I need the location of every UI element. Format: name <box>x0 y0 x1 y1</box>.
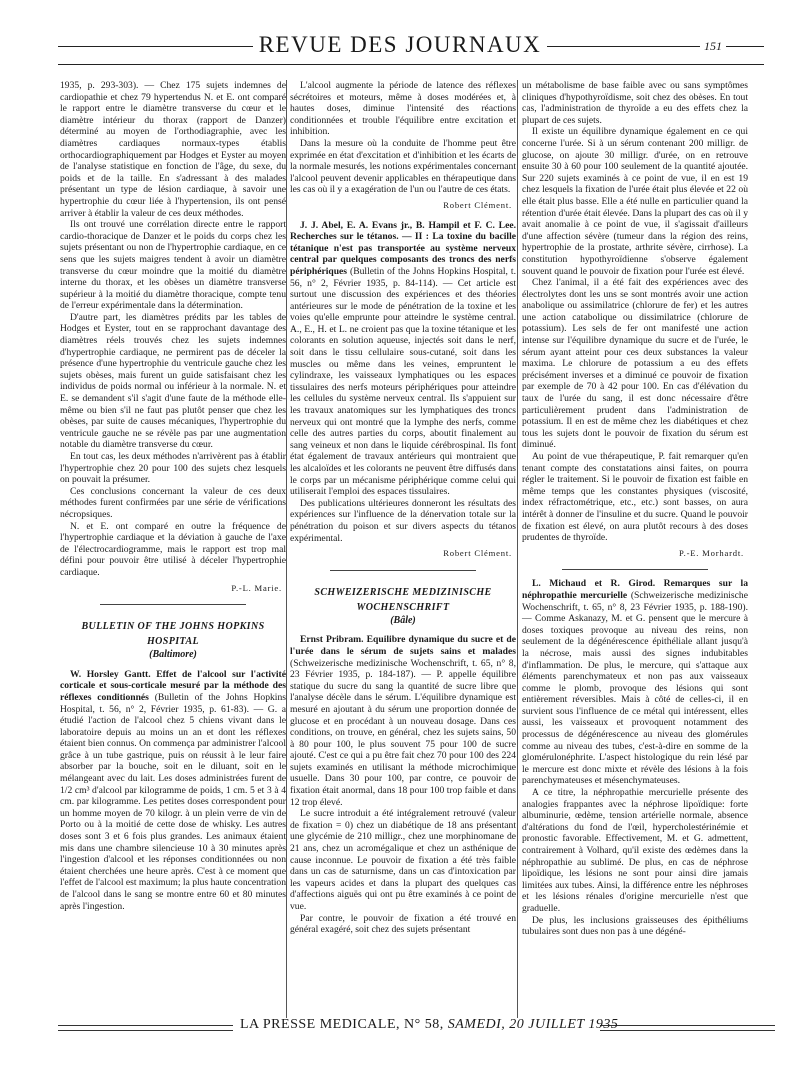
article-abstract <box>522 578 748 787</box>
paragraph: un métabolisme de base faible avec ou sans symptômes cliniques d'hypothyroïdisme, soit chez des obèses. En tout cas, l'administration de thyroïde a eu des effets chez la plupart de ces sujets. <box>522 80 748 126</box>
paragraph: N. et E. ont comparé en outre la fréquence de l'hypertrophie cardiaque et la déviation à gauche de l'axe de l'électrocardiogramme, mais le rapport est trop mal défini pour pouvoir être utilisé à déceler l'hypertrophie cardiaque. <box>60 520 286 578</box>
article-lead: W. Horsley Gantt. Effet de l'alcool sur l'activité corticale et sous-corticale mesuré par la méthode des réflexes conditionnés <box>60 668 286 703</box>
section-divider <box>562 569 708 570</box>
article-body: (Bulletin of the Johns Hopkins Hospital, t. 56, n° 2, Février 1935, p. 84-114). — Cet article est surtout une discussion des expériences et des théories antérieures sur le mode de pénétration de la toxine et les voies qu'elle emprunte pour atteindre le système central. A., E., H. et L. ne croient pas que la toxine tétanique et les colorants en solution aqueuse, injectés soit dans le nerf, soit dans le tissu cellulaire sous-cutané, soit dans les muscles ou même dans les veines, empruntent le cylindraxe, les vaisseaux lymphatiques ou les espaces tissulaires des nerfs moteurs périphériques pour atteindre les cellules du système nerveux central. Ils s'appuient sur les travaux anatomiques sur les lymphatiques des troncs nerveux qui ont montré que la lymphe des nerfs, comme celle des autres parties du corps, aboutit finalement au sang veineux et non dans le liquide cérébrospinal. Ils font état également de travaux antérieurs qui montraient que les alcaloïdes et les colorants ne peuvent être diffusés dans le corps par un mécanisme périphérique comme celui qui utiliserait l'emploi des espaces tissulaires. <box>290 265 516 498</box>
journal-section-title: BULLETIN OF THE JOHNS HOPKINS HOSPITAL <box>81 621 265 648</box>
header-rule-bottom <box>58 64 764 65</box>
footer-rule <box>58 1030 233 1031</box>
paragraph: D'autre part, les diamètres prédits par les tables de Hodges et Eyster, tout en se rapprochant davantage des diamètres réels trouvés chez les sujets indemnes d'hypertrophie cardiaque, ne permirent pas de déceler la présence d'une hypertrophie du ventricule gauche chez les sujets obèses, mais furent un guide satisfaisant chez les individus de poids normal ou inférieur à la normale. N. et E. se demandent s'il s'agit d'une faute de la méthode elle-même ou bien s'il ne faut pas plutôt penser que chez les obèses, par suite de causes mécaniques, l'hypertrophie du ventricule gauche ne se révèle pas par une augmentation notable du diamètre transverse du cœur. <box>60 311 286 451</box>
paragraph: De plus, les inclusions graisseuses des épithéliums tubulaires sont dues non pas à une dégéné- <box>522 914 748 938</box>
article-lead: J. J. Abel, E. A. Evans jr., B. Hampil et F. C. Lee. Recherches sur le tétanos. — II : La toxine du bacille tétanique n'est pas transportée au système nerveux central par quelques composants des troncs des nerfs périphériques <box>290 219 516 277</box>
paragraph: Des publications ultérieures donneront les résultats des expériences sur l'influence de la dénervation totale sur la pénétration du poison et sur divers aspects du tétanos expérimental. <box>290 497 516 544</box>
footer-journal: LA PRESSE MEDICALE, N° 58, <box>240 1017 444 1032</box>
footer-rule <box>58 1025 233 1026</box>
article-lead: L. Michaud et R. Girod. Remarques sur la néphropathie mercurielle <box>522 578 748 601</box>
paragraph: L'alcool augmente la période de latence des réflexes sécrétoires et moteurs, même à doses modérées et, à hautes doses, diminue l'intensité des réactions conditionnées et trouble l'équilibre entre excitation et inhibition. <box>290 80 516 138</box>
column-2 <box>290 80 516 936</box>
running-footer <box>240 1017 619 1033</box>
paragraph: 1935, p. 293-303). — Chez 175 sujets indemnes de cardiopathie et chez 79 hypertendus N. et E. ont comparé le rapport entre le diamètre transverse du cœur et le diamètre intérieur du thorax (rapport de Danzer) déterminé au moyen de l'orthodiagraphie, avec les diamètres cardiaques normaux-types établis orthocardiographiquement par Hodges et Eyster au moyen de l'analyse statistique en fonction de l'âge, du sexe, du poids et de la taille. En s'adressant à des malades présentant un type de lésion cardiaque, à savoir une hypertrophie du cœur liée à l'hypertension, ils ont pensé arriver à établir la valeur de ces deux méthodes. <box>60 80 286 219</box>
paragraph: Le sucre introduit a été intégralement retrouvé (valeur de fixation = 0) chez un diabétique de 18 ans présentant une glycémie de 210 milligr., chez une morphinomane de 21 ans, chez un acromégalique et chez un asthénique de cause inconnue. Le pouvoir de fixation a été très faible dans un cas de saturnisme, dans un cas d'intoxication par les vapeurs acides et dans la plupart des quelques cas d'affections aiguës qui ont pu être examinés à ce point de vue. <box>290 808 516 912</box>
paragraph: En tout cas, les deux méthodes n'arrivèrent pas à établir l'hypertrophie chez 20 pour 100 des sujets chez lesquels on pouvait la présumer. <box>60 451 286 486</box>
paragraph: Chez l'animal, il a été fait des expériences avec des électrolytes dont les uns se sont montrés avoir une action anabolique ou assimilatrice (chlorure de fer) et les autres une action catabolique ou dissimilatrice (chlorure de potassium). Les sels de fer ont manifesté une action intense sur l'équilibre dynamique du sucre et de l'urée, le sérum ayant atteint pour ces deux substances la valeur maxima. Le chlorure de potassium a eu des effets précisément inverses et a diminué ce pouvoir de fixation par exemple de 70 à 42 pour 100. En cas d'élévation du taux de l'urée du sang, il est donc nécessaire d'être particulièrement prudent dans l'administration de potassium. Il en est de même chez les diabétiques et chez tous les sujets dont le pouvoir de fixation du sérum est diminué. <box>522 277 748 451</box>
paragraph: Au point de vue thérapeutique, P. fait remarquer qu'en tenant compte des constatations ainsi faites, on pourra régler le traitement. Si le pouvoir de fixation est faible en même temps que les constantes physiques (viscosité, index réfractométrique, etc., etc.) sont basses, on aura intérêt à donner de l'insuline et du sucre. Quand le pouvoir de fixation est élevé, on aura plutôt recours à des doses prudentes de thyroïde. <box>522 451 748 544</box>
spacer <box>290 212 516 220</box>
article-body: (Schweizerische medizinische Wochenschrift, t. 65, n° 8, 23 Février 1935, p. 184-187). — P. appelle équilibre statique du sucre du sang la quantité de sucre libre que l'analyse décèle dans le sérum. L'équilibre dynamique est mesuré en ajoutant à du sérum une proportion donnée de glucose et en procédant à un nouveau dosage. Dans ces conditions, on trouve, en général, chez les sujets sains, 50 à 80 pour 100, le plus souvent 75 pour 100 de sucre ajouté. C'est ce qui a pu être fait chez 70 pour 100 des 224 sujets examinés en utilisant la méthode microchimique usuelle. Dans 30 pour 100, par contre, ce pouvoir de fixation était anormal, dans 18 pour 100 trop faible et dans 12 trop élevé. <box>290 657 516 808</box>
journal-section-title: SCHWEIZERISCHE MEDIZINISCHE WOCHENSCHRIFT <box>314 586 492 613</box>
article-body: (Schweizerische medizinische Wochenschrift, t. 65, n° 8, 23 Février 1935, p. 188-190). — Comme Askanazy, M. et G. pensent que le mercure à doses toxiques provoque au niveau des reins, non seulement de la dégénérescence épithéliale allant jusqu'à la nécrose, mais aussi des signes indubitables d'inflammation. De plus, le mercure, qui s'attaque aux éléments parenchymateux et non pas aux vaisseaux comme le plomb, provoque des lésions qui sont entièrement réversibles. Mais à côté de celles-ci, il en survient sous l'influence de ce métal qui intéressent, elles aussi, les vaisseaux et provoquent notamment des processus de dégénérescence au niveau des glomérules comme au niveau des tubes, c'est-à-dire en somme de la glomérulonéphrite. L'aspect histologique du rein lésé par le mercure est donc mixte et révèle des lésions à la fois parenchymateuses et mésenchymateuses. <box>522 589 748 787</box>
journal-section-place: (Bâle) <box>390 614 416 626</box>
page-number: 151 <box>700 39 726 54</box>
journal-section-place: (Baltimore) <box>149 649 197 661</box>
article-abstract <box>290 634 516 808</box>
author-signature: P.-L. Marie. <box>231 582 282 593</box>
article-lead: Ernst Pribram. Equilibre dynamique du sucre et de l'urée dans le sérum de sujets sains et malades <box>290 634 516 657</box>
paragraph: Ils ont trouvé une corrélation directe entre le rapport cardio-thoracique de Danzer et le poids du corps chez les sujets présentant ou non de l'hypertrophie cardiaque, en ce sens que les sujets maigres tendent à avoir un diamètre transverse du cœur moindre que la moitié du diamètre interne du thorax, et les obèses un diamètre transverse supérieur à la moitié du diamètre thoracique, compte tenu de l'erreur expérimentale dans la détermination. <box>60 219 286 312</box>
paragraph: Par contre, le pouvoir de fixation a été trouvé en général exagéré, soit chez des sujets présentant <box>290 912 516 936</box>
column-divider-2 <box>517 80 518 1018</box>
footer-date: SAMEDI, 20 JUILLET 1935 <box>447 1017 619 1032</box>
running-header-title: REVUE DES JOURNAUX <box>0 32 800 58</box>
paragraph: A ce titre, la néphropathie mercurielle présente des analogies frappantes avec la néphrose lipoïdique: forte albuminurie, œdème, tension artérielle normale, absence d'altérations du fond de l'œil, hypercholestérinémie et pronostic favorable. Effectivement, M. et G. admettent, contrairement à Volhard, qu'il existe des œdèmes dans la néphropathie au sublimé. De plus, en cas de néphrose lipoïdique, les lésions ne sont pour ainsi dire jamais limitées aux tubes. Ainsi, la différence entre les néphroses et les lésions rénales d'origine mercurielle n'est que graduelle. <box>522 787 748 914</box>
article-body: (Bulletin of the Johns Hopkins Hospital, t. 56, n° 2, Février 1935, p. 61-83). — G. a étudié l'action de l'alcool chez 5 chiens vivant dans le laboratoire depuis au moins un an et dont les réflexes étaient bien connus. On commença par administrer l'alcool grâce à un tube gastrique, puis on réussit à le leur faire absorber par la bouche, soit en le diluant, soit en le mélangeant avec du lait. Les doses administrées furent de 1/2 cm³ d'alcool par kilogramme de poids, 1 cm. 5 et 3 à 4 cm. par kilogramme. Les petites doses correspondent pour un homme moyen de 70 kilogr. à un plein verre de vin de Porto ou à la moitié de cette dose de whisky. Les autres doses sont 3 et 6 fois plus grandes. Les animaux étaient mis dans une chambre silencieuse 10 à 30 minutes après l'ingestion d'alcool et les réponses conditionnées ou non étaient cherchées une heure après. C'est à ce moment que l'effet de l'alcool est maximum; la plus haute concentration de l'alcool dans le sang se montre entre 60 et 80 minutes après l'ingestion. <box>60 691 286 912</box>
author-signature: Robert Clément. <box>443 199 512 210</box>
paragraph: Dans la mesure où la conduite de l'homme peut être exprimée en état d'excitation et d'inhibition et les écarts de la normale mesurés, les notions expérimentales concernant l'alcool peuvent devenir applicables en thérapeutique dans les cas où il y a exagération de l'un ou l'autre de ces états. <box>290 137 516 196</box>
paragraph: Ces conclusions concernant la valeur de ces deux méthodes furent confirmées par une série de vérifications nécropsiques. <box>60 485 286 520</box>
author-signature: P.-E. Morhardt. <box>679 547 744 558</box>
footer-rule <box>600 1030 775 1031</box>
column-divider-1 <box>286 80 287 1018</box>
column-3 <box>522 80 748 938</box>
article-abstract <box>290 220 516 498</box>
footer-rule <box>600 1025 775 1026</box>
section-divider <box>100 604 246 605</box>
section-divider <box>330 570 476 571</box>
column-1 <box>60 80 286 912</box>
author-signature: Robert Clément. <box>443 548 512 559</box>
article-abstract <box>60 669 286 912</box>
paragraph: Il existe un équilibre dynamique également en ce qui concerne l'urée. Si à un sérum contenant 200 milligr. de glucose, on ajoute 30 milligr. d'urée, on en retrouve ensuite 30 à 60 pour 100 seulement de la quantité ajoutée. Sur 220 sujets examinés à ce point de vue, il en est 19 chez lesquels la fixation de l'urée était plus élevée et 22 où elle était plus basse. Elle a été nulle en particulier quand la rétention d'urée était élevée. Dans la plupart des cas où il y avait anomalie à ce point de vue, il s'agissait d'ailleurs d'une affection sévère (tumeur dans la région des reins, hypertrophie de la prostate, arthrite sévère, cirrhose). La constitution hypothyroïdienne s'observe également souvent quand le pouvoir de fixation pour l'urée est élevé. <box>522 126 748 277</box>
